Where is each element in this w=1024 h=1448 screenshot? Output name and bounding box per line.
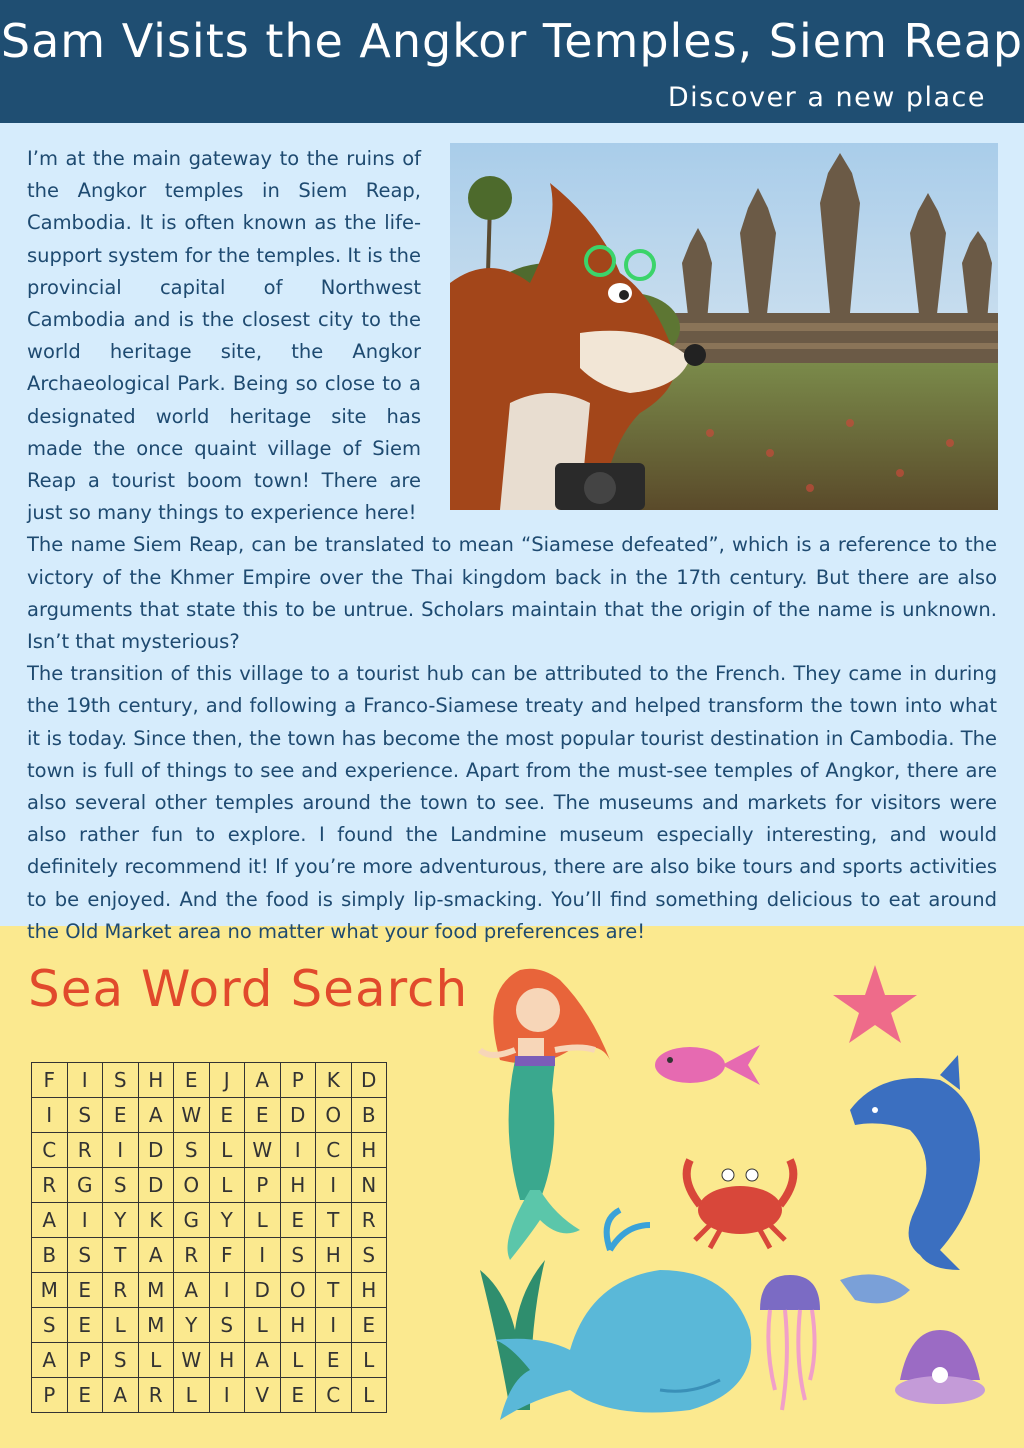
grid-row — [32, 1133, 387, 1168]
mermaid-icon — [480, 969, 610, 1260]
grid-row — [32, 1063, 387, 1098]
starfish-icon — [833, 965, 917, 1043]
grid-cell[interactable]: H — [280, 1308, 316, 1343]
grid-cell[interactable]: S — [174, 1133, 210, 1168]
grid-cell[interactable]: P — [245, 1168, 281, 1203]
grid-cell[interactable]: J — [209, 1063, 245, 1098]
grid-cell[interactable]: E — [67, 1378, 103, 1413]
oyster-pearl-icon — [895, 1330, 985, 1404]
grid-cell[interactable]: B — [32, 1238, 68, 1273]
fish-icon — [655, 1045, 760, 1085]
grid-cell[interactable]: I — [316, 1308, 352, 1343]
grid-cell[interactable]: I — [32, 1098, 68, 1133]
grid-row — [32, 1203, 387, 1238]
grid-row — [32, 1098, 387, 1133]
grid-cell[interactable]: H — [351, 1133, 387, 1168]
grid-cell[interactable]: M — [138, 1273, 174, 1308]
grid-cell[interactable]: L — [280, 1343, 316, 1378]
sea-creatures-illustration — [460, 950, 1020, 1440]
grid-cell[interactable]: E — [67, 1308, 103, 1343]
grid-cell[interactable]: R — [32, 1168, 68, 1203]
grid-row — [32, 1378, 387, 1413]
shell-icon — [840, 1274, 910, 1303]
grid-cell[interactable]: A — [174, 1273, 210, 1308]
grid-cell[interactable]: S — [209, 1308, 245, 1343]
grid-cell[interactable]: A — [32, 1343, 68, 1378]
grid-cell[interactable]: S — [67, 1238, 103, 1273]
grid-cell[interactable]: H — [280, 1168, 316, 1203]
grid-cell[interactable]: D — [280, 1098, 316, 1133]
grid-cell[interactable]: I — [209, 1273, 245, 1308]
grid-cell[interactable]: W — [245, 1133, 281, 1168]
page-title: Sam Visits the Angkor Temples, Siem Reap — [0, 14, 1024, 68]
article-paragraph-2: The name Siem Reap, can be translated to mean “Siamese defeated”, which is a reference to the victory of the Khmer Empire over the Thai kingdom back in the 17th century. But there are also arguments that state this to be untrue. Scholars maintain that the origin of the name is unknown. Isn’t that mysterious? — [27, 533, 997, 654]
page-header — [0, 0, 1024, 123]
grid-cell[interactable]: P — [280, 1063, 316, 1098]
grid-cell[interactable]: E — [280, 1378, 316, 1413]
grid-cell[interactable]: C — [32, 1133, 68, 1168]
jellyfish-icon — [760, 1275, 820, 1410]
grid-cell[interactable]: L — [138, 1343, 174, 1378]
grid-cell[interactable]: I — [103, 1133, 139, 1168]
grid-cell[interactable]: D — [138, 1168, 174, 1203]
grid-cell[interactable]: D — [351, 1063, 387, 1098]
grid-cell[interactable]: L — [245, 1308, 281, 1343]
grid-cell[interactable]: F — [209, 1238, 245, 1273]
grid-cell[interactable]: O — [174, 1168, 210, 1203]
grid-cell[interactable]: E — [174, 1063, 210, 1098]
grid-cell[interactable]: P — [32, 1378, 68, 1413]
grid-cell[interactable]: K — [316, 1063, 352, 1098]
grid-cell[interactable]: L — [245, 1203, 281, 1238]
article-section — [0, 123, 1024, 943]
grid-cell[interactable]: G — [174, 1203, 210, 1238]
grid-cell[interactable]: S — [103, 1168, 139, 1203]
grid-row — [32, 1168, 387, 1203]
grid-cell[interactable]: W — [174, 1098, 210, 1133]
grid-cell[interactable]: K — [138, 1203, 174, 1238]
grid-cell[interactable]: E — [351, 1308, 387, 1343]
grid-cell[interactable]: L — [209, 1168, 245, 1203]
article-paragraph-3: The transition of this village to a tourist hub can be attributed to the French. They came in during the 19th century, and following a Franco-Siamese treaty and helped transform the town into what it is today. Since then, the town has become the most popular tourist destination in Cambodia. The town is full of things to see and experience. Apart from the must-see temples of Angkor, there are also several other temples around the town to see. The museums and markets for visitors were also rather fun to explore. I found the Landmine museum especially interesting, and would definitely recommend it! If you’re more adventurous, there are also bike tours and sports activities to be enjoyed. And the food is simply lip-smacking. You’ll find something delicious to eat around the Old Market area no matter what your food preferences are! — [27, 662, 997, 943]
grid-cell[interactable]: E — [316, 1343, 352, 1378]
grid-cell[interactable]: I — [316, 1168, 352, 1203]
grid-row — [32, 1343, 387, 1378]
grid-cell[interactable]: T — [103, 1238, 139, 1273]
dolphin-icon — [850, 1055, 980, 1270]
grid-cell[interactable]: R — [174, 1238, 210, 1273]
grid-cell[interactable]: M — [138, 1308, 174, 1343]
grid-cell[interactable]: O — [316, 1098, 352, 1133]
grid-cell[interactable]: I — [245, 1238, 281, 1273]
grid-cell[interactable]: M — [32, 1273, 68, 1308]
word-search-title: Sea Word Search — [28, 960, 469, 1018]
grid-cell[interactable]: S — [103, 1063, 139, 1098]
grid-cell[interactable]: P — [67, 1343, 103, 1378]
grid-cell[interactable]: A — [103, 1378, 139, 1413]
grid-cell[interactable]: H — [138, 1063, 174, 1098]
article-text — [27, 143, 997, 948]
grid-cell[interactable]: S — [351, 1238, 387, 1273]
grid-cell[interactable]: H — [316, 1238, 352, 1273]
grid-cell[interactable]: D — [245, 1273, 281, 1308]
grid-cell[interactable]: E — [245, 1098, 281, 1133]
grid-cell[interactable]: H — [209, 1343, 245, 1378]
grid-cell[interactable]: R — [67, 1133, 103, 1168]
grid-cell[interactable]: S — [103, 1343, 139, 1378]
grid-cell[interactable]: H — [351, 1273, 387, 1308]
grid-cell[interactable]: I — [209, 1378, 245, 1413]
grid-cell[interactable]: L — [351, 1343, 387, 1378]
grid-cell[interactable]: Y — [103, 1203, 139, 1238]
grid-cell[interactable]: A — [138, 1238, 174, 1273]
grid-cell[interactable]: L — [174, 1378, 210, 1413]
crab-icon — [687, 1160, 794, 1248]
grid-cell[interactable]: S — [67, 1098, 103, 1133]
grid-cell[interactable]: I — [67, 1203, 103, 1238]
grid-cell[interactable]: R — [351, 1203, 387, 1238]
grid-cell[interactable]: T — [316, 1203, 352, 1238]
grid-cell[interactable]: T — [316, 1273, 352, 1308]
article-paragraph-1: I’m at the main gateway to the ruins of the Angkor temples in Siem Reap, Cambodia. It is often known as the life-support system for the temples. It is the provincial capital of Northwest Cambodia and is the closest city to the world heritage site, the Angkor Archaeological Park. Being so close to a designated world heritage site has made the once quaint village of Siem Reap a tourist boom town! There are just so many things to experience here! — [27, 147, 421, 525]
grid-cell[interactable]: E — [67, 1273, 103, 1308]
grid-cell[interactable]: L — [103, 1308, 139, 1343]
grid-cell[interactable]: Y — [209, 1203, 245, 1238]
grid-cell[interactable]: R — [138, 1378, 174, 1413]
grid-cell[interactable]: S — [32, 1308, 68, 1343]
grid-cell[interactable]: I — [67, 1063, 103, 1098]
grid-cell[interactable]: C — [316, 1378, 352, 1413]
grid-cell[interactable]: A — [245, 1063, 281, 1098]
grid-cell[interactable]: D — [138, 1133, 174, 1168]
grid-cell[interactable]: I — [280, 1133, 316, 1168]
grid-row — [32, 1238, 387, 1273]
grid-row — [32, 1273, 387, 1308]
grid-cell[interactable]: A — [32, 1203, 68, 1238]
grid-cell[interactable]: G — [67, 1168, 103, 1203]
word-search-grid — [31, 1062, 387, 1413]
grid-cell[interactable]: R — [103, 1273, 139, 1308]
grid-cell[interactable]: F — [32, 1063, 68, 1098]
grid-cell[interactable]: L — [351, 1378, 387, 1413]
grid-cell[interactable]: S — [280, 1238, 316, 1273]
grid-cell[interactable]: E — [209, 1098, 245, 1133]
grid-cell[interactable]: O — [280, 1273, 316, 1308]
grid-cell[interactable]: L — [209, 1133, 245, 1168]
grid-cell[interactable]: V — [245, 1378, 281, 1413]
grid-cell[interactable]: A — [138, 1098, 174, 1133]
grid-cell[interactable]: Y — [174, 1308, 210, 1343]
grid-cell[interactable]: W — [174, 1343, 210, 1378]
page-subtitle: Discover a new place — [667, 82, 986, 113]
grid-cell[interactable]: A — [245, 1343, 281, 1378]
grid-cell[interactable]: N — [351, 1168, 387, 1203]
grid-row — [32, 1308, 387, 1343]
grid-cell[interactable]: C — [316, 1133, 352, 1168]
grid-cell[interactable]: E — [103, 1098, 139, 1133]
grid-cell[interactable]: E — [280, 1203, 316, 1238]
grid-cell[interactable]: B — [351, 1098, 387, 1133]
